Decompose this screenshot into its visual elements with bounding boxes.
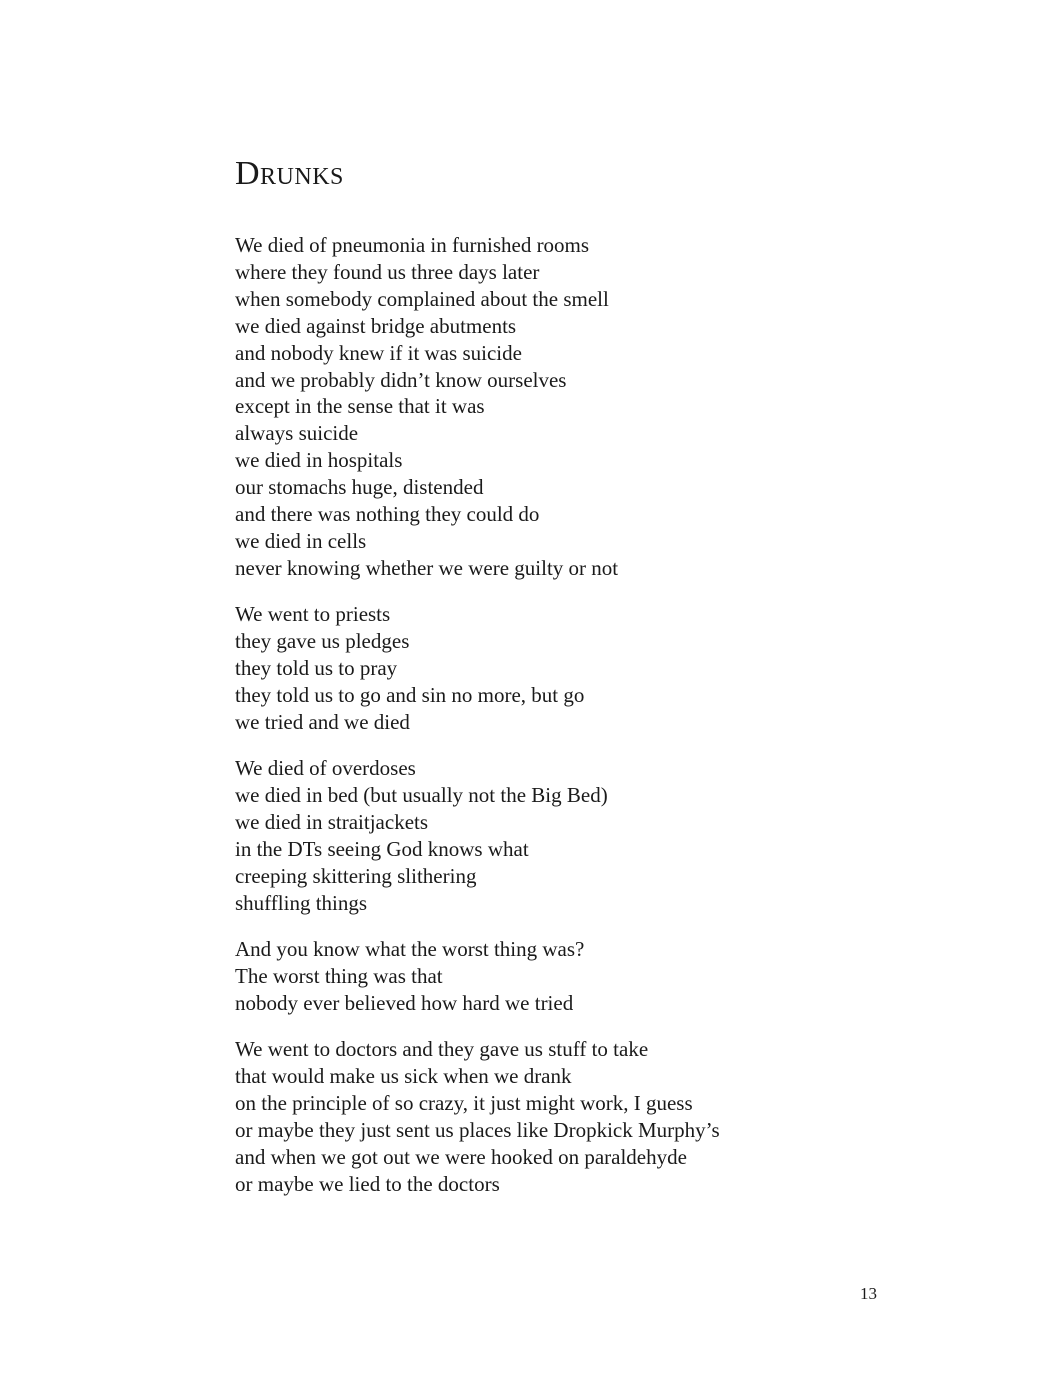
poem-line: shuffling things [235,890,368,915]
poem-line: nobody ever believed how hard we tried [235,991,574,1016]
stanza [235,601,935,736]
stanza [235,1036,935,1197]
poem-line: in the DTs seeing God knows what [235,837,529,862]
poem-line: or maybe we lied to the doctors [235,1172,500,1196]
poem-line: we died in hospitals [235,448,403,473]
poem-line: on the principle of so crazy, it just might work, I guess [235,1091,693,1116]
stanza [235,936,935,1017]
poem-line: and nobody knew if it was suicide [235,340,522,365]
poem-line: that would make us sick when we drank [235,1064,572,1089]
stanza [235,755,935,916]
poem-line: except in the sense that it was [235,394,485,419]
poem-line: and when we got out we were hooked on paraldehyde [235,1145,687,1170]
poem-line: The worst thing was that [235,964,443,989]
poem-line: We went to priests [235,602,391,627]
stanza [235,232,935,582]
poem-line: never knowing whether we were guilty or not [235,555,619,580]
page-number: 13 [860,1284,877,1303]
poem-line: and there was nothing they could do [235,502,540,527]
poem-line: they gave us pledges [235,629,410,654]
poem-line: or maybe they just sent us places like Dropkick Murphy’s [235,1118,720,1143]
poem-line: And you know what the worst thing was? [235,937,585,962]
poem-line: We died of overdoses [235,756,416,781]
poem-line: they told us to go and sin no more, but go [235,683,585,707]
poem-line: we died in cells [235,528,367,553]
poem-body [235,232,935,1217]
poem-line: we died against bridge abutments [235,313,517,338]
poem-line: and we probably didn’t know ourselves [235,367,567,392]
poem-line: they told us to pray [235,656,398,681]
poem-line: we died in straitjackets [235,810,429,835]
poem-line: when somebody complained about the smell [235,286,609,311]
poem-line: we tried and we died [235,709,410,734]
poem-line: We went to doctors and they gave us stuff to take [235,1037,649,1062]
poem-title: Drunks [235,155,344,192]
poem-line: creeping skittering slithering [235,863,477,888]
poem-line: our stomachs huge, distended [235,475,484,500]
poem-line: where they found us three days later [235,259,540,284]
poem-line: always suicide [235,421,359,446]
poem-line: We died of pneumonia in furnished rooms [235,233,590,257]
poem-line: we died in bed (but usually not the Big Bed) [235,783,608,808]
